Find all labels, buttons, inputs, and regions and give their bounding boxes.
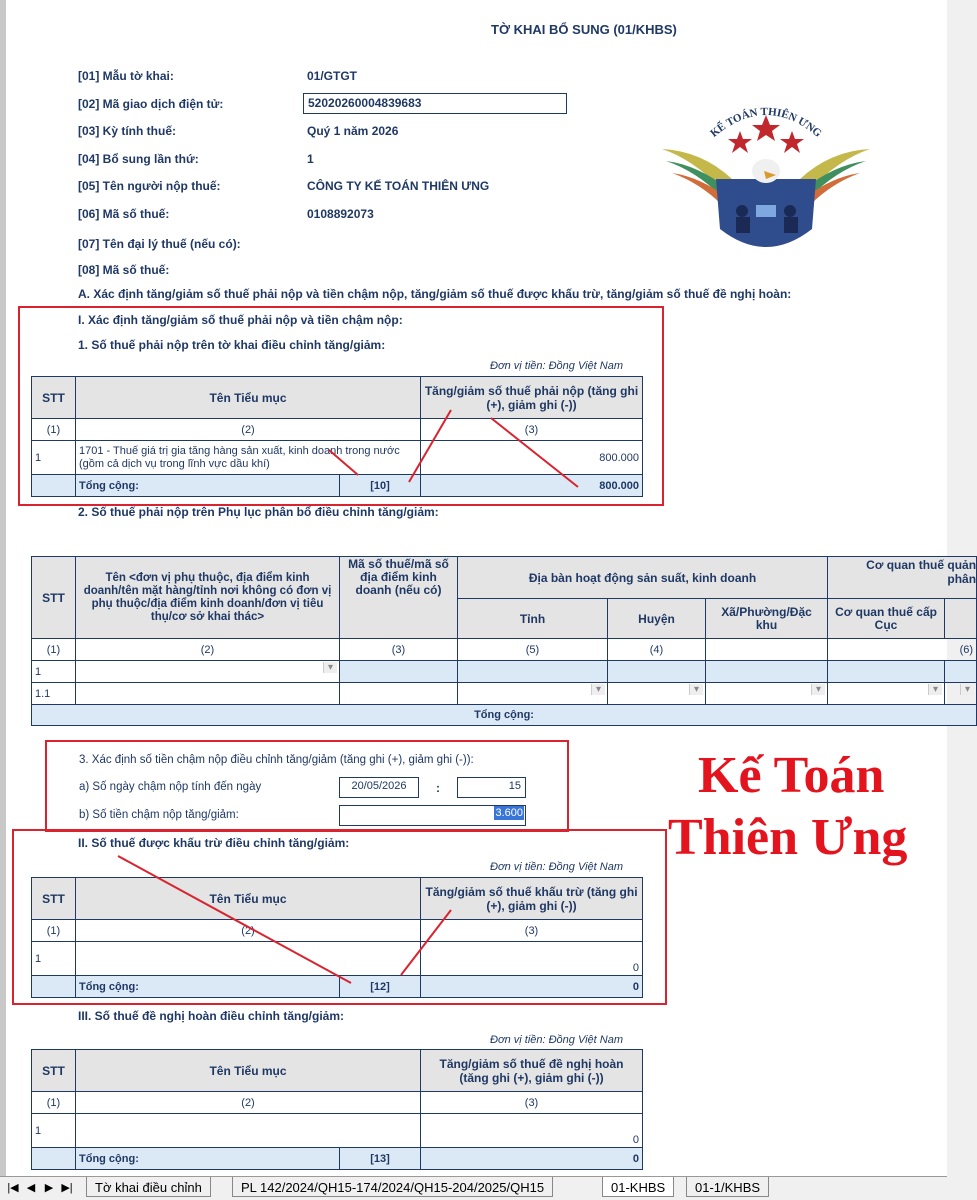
field-value-05: CÔNG TY KẾ TOÁN THIÊN ƯNG bbox=[307, 179, 490, 193]
late-amount-value: 3.600 bbox=[495, 807, 523, 819]
section-ii-title: II. Số thuế được khấu trừ điều chỉnh tăng/giảm: bbox=[78, 836, 350, 850]
unit-label-i: Đơn vị tiền: Đồng Việt Nam bbox=[490, 360, 624, 372]
eagle-shield-logo bbox=[652, 79, 880, 265]
field-label-08: [08] Mã số thuế: bbox=[78, 263, 170, 277]
section-2-title: 2. Số thuế phải nộp trên Phụ lục phân bổ điều chỉnh tăng/giảm: bbox=[78, 505, 439, 519]
xa-select[interactable] bbox=[706, 683, 828, 705]
row-name-cell[interactable]: 1701 - Thuế giá trị gia tăng hàng sản xuất, kinh doanh trong nước (gồm cả dịch vụ trong lĩnh vực dầu khí) bbox=[76, 441, 421, 475]
col2-huyen: Huyện bbox=[608, 599, 706, 639]
row-stt: 1 bbox=[32, 441, 76, 475]
late-days-label: a) Số ngày chậm nộp tính đến ngày bbox=[79, 781, 262, 793]
col2-cq: Cơ quan thuế quản bbox=[866, 558, 977, 572]
field-value-04: 1 bbox=[307, 152, 314, 166]
total-code: [10] bbox=[340, 475, 421, 497]
unit-label-iii: Đơn vị tiền: Đồng Việt Nam bbox=[490, 1034, 624, 1046]
field-value-06: 0108892073 bbox=[307, 207, 374, 221]
row2-stt-sub: 1.1 bbox=[32, 683, 76, 705]
annotation-box-ii bbox=[12, 829, 667, 1005]
field-label-03: [03] Kỳ tính thuế: bbox=[78, 124, 176, 138]
unit-label-ii: Đơn vị tiền: Đồng Việt Nam bbox=[490, 861, 624, 873]
iii-total-amount: 0 bbox=[421, 1148, 643, 1170]
field-label-07: [07] Tên đại lý thuế (nếu có): bbox=[78, 237, 241, 251]
ii-row-amount-cell[interactable]: 0 bbox=[421, 942, 643, 976]
field-label-05: [05] Tên người nộp thuế: bbox=[78, 179, 221, 193]
sheet-tab-bar bbox=[0, 1176, 947, 1200]
watermark-line2: Thiên Ưng bbox=[668, 809, 908, 866]
field-label-01: [01] Mẫu tờ khai: bbox=[78, 69, 174, 83]
ii-total-amount: 0 bbox=[421, 976, 643, 998]
table2-total: Tổng cộng: bbox=[32, 705, 977, 726]
col-name: Tên Tiểu mục bbox=[76, 377, 421, 419]
prev-sheet-icon[interactable]: ◀ bbox=[26, 1182, 36, 1194]
watermark-line1: Kế Toán bbox=[698, 747, 885, 804]
colnum-2: (2) bbox=[76, 419, 421, 441]
row2-stt: 1 bbox=[32, 661, 76, 683]
iii-row-amount-cell[interactable]: 0 bbox=[421, 1114, 643, 1148]
col2-cqcuc: Cơ quan thuế cấp Cục bbox=[828, 599, 945, 639]
transaction-code-field[interactable]: 52020260004839683 bbox=[303, 93, 567, 114]
late-date-input[interactable]: 20/05/2026 bbox=[339, 777, 419, 798]
table-2: STT Tên <đơn vị phụ thuộc, địa điểm kinh doanh/tên mặt hàng/tỉnh nơi không có đơn vị phụ thuộc/địa điểm kinh doanh/đơn vị tiêu thụ/cơ sở khai thác> Mã số thuế/mã số địa điểm kinh doanh (nếu có) Địa bàn hoạt động sản suất, kinh doanh Cơ quan thuế quản phân Tỉnh Huyện Xã/Phường/Đặc khu Cơ quan thuế cấp Cục (1) (2) (3) (5) (4) (6) 1 ▾ 1.1 ▾ ▾ ▾ ▾ ▾ Tổng cộng: bbox=[31, 556, 977, 726]
col2-tinh: Tỉnh bbox=[458, 599, 608, 639]
col-stt: STT bbox=[32, 377, 76, 419]
col-amount: Tăng/giảm số thuế phải nộp (tăng ghi (+), giảm ghi (-)) bbox=[421, 377, 643, 419]
tab-01-1-khbs[interactable]: 01-1/KHBS bbox=[686, 1177, 769, 1197]
table-ii: STT Tên Tiểu mục Tăng/giảm số thuế khấu trừ (tăng ghi (+), giảm ghi (-)) (1) (2) (3) 1 0 Tổng cộng: [12] 0 bbox=[31, 877, 643, 998]
table-iii: STT Tên Tiểu mục Tăng/giảm số thuế đề nghị hoàn (tăng ghi (+), giảm ghi (-)) (1) (2) (3) 1 0 Tổng cộng: [13] 0 bbox=[31, 1049, 643, 1170]
field-label-06: [06] Mã số thuế: bbox=[78, 207, 170, 221]
col2-xa: Xã/Phường/Đặc khu bbox=[706, 599, 828, 639]
annotation-box-i bbox=[18, 306, 664, 506]
cq-select[interactable] bbox=[828, 683, 945, 705]
next-sheet-icon[interactable]: ▶ bbox=[44, 1182, 54, 1194]
colnum-1: (1) bbox=[32, 419, 76, 441]
form-title: TỜ KHAI BỔ SUNG (01/KHBS) bbox=[491, 22, 677, 37]
tab-pl[interactable]: PL 142/2024/QH15-174/2024/QH15-204/2025/QH15 bbox=[232, 1177, 553, 1197]
section-i-title: I. Xác định tăng/giảm số thuế phải nộp và tiền chậm nộp: bbox=[78, 313, 403, 327]
row2-name-select[interactable] bbox=[76, 661, 340, 683]
field-value-01: 01/GTGT bbox=[307, 69, 358, 83]
col2-area: Địa bàn hoạt động sản suất, kinh doanh bbox=[458, 557, 828, 599]
annotation-box-late bbox=[45, 740, 569, 832]
col2-name: Tên <đơn vị phụ thuộc, địa điểm kinh doanh/tên mặt hàng/tỉnh nơi không có đơn vị phụ thuộc/địa điểm kinh doanh/đơn vị tiêu thụ/cơ sở khai thác> bbox=[76, 557, 340, 639]
row-amount-cell[interactable]: 800.000 bbox=[421, 441, 643, 475]
iii-row-name-cell[interactable] bbox=[76, 1114, 421, 1148]
col2-mst: Mã số thuế/mã số địa điểm kinh doanh (nếu có) bbox=[340, 557, 458, 639]
section-a-title: A. Xác định tăng/giảm số thuế phải nộp và tiền chậm nộp, tăng/giảm số thuế được khấu trừ, tăng/giảm số thuế đề nghị hoàn: bbox=[78, 287, 792, 301]
field-label-04: [04] Bổ sung lần thứ: bbox=[78, 152, 199, 166]
col2-stt: STT bbox=[32, 557, 76, 639]
total-amount: 800.000 bbox=[421, 475, 643, 497]
tab-to-khai-dieu-chinh[interactable]: Tờ khai điều chỉnh bbox=[86, 1177, 211, 1197]
field-value-03: Quý 1 năm 2026 bbox=[307, 124, 399, 138]
colnum-3: (3) bbox=[421, 419, 643, 441]
col2-cq2: phân bbox=[947, 572, 977, 586]
field-label-02: [02] Mã giao dịch điện tử: bbox=[78, 97, 224, 111]
section-iii-title: III. Số thuế đề nghị hoàn điều chỉnh tăng/giảm: bbox=[78, 1009, 344, 1023]
late-amount-label: b) Số tiền chậm nộp tăng/giảm: bbox=[79, 809, 239, 821]
late-days-input[interactable]: 15 bbox=[457, 777, 526, 798]
section-i-sub1: 1. Số thuế phải nộp trên tờ khai điều chỉnh tăng/giảm: bbox=[78, 338, 386, 352]
tinh-select[interactable] bbox=[458, 683, 608, 705]
first-sheet-icon[interactable]: |◀ bbox=[7, 1182, 19, 1194]
last-sheet-icon[interactable]: ▶| bbox=[61, 1182, 73, 1194]
late-sep: : bbox=[436, 781, 440, 795]
tab-01-khbs[interactable]: 01-KHBS bbox=[602, 1177, 674, 1197]
total-label: Tổng cộng: bbox=[76, 475, 340, 497]
section-3-title: 3. Xác định số tiền chậm nộp điều chỉnh tăng/giảm (tăng ghi (+), giảm ghi (-)): bbox=[79, 754, 474, 766]
huyen-select[interactable] bbox=[608, 683, 706, 705]
logo-text: KẾ TOÁN THIÊN ƯNG bbox=[708, 105, 824, 140]
